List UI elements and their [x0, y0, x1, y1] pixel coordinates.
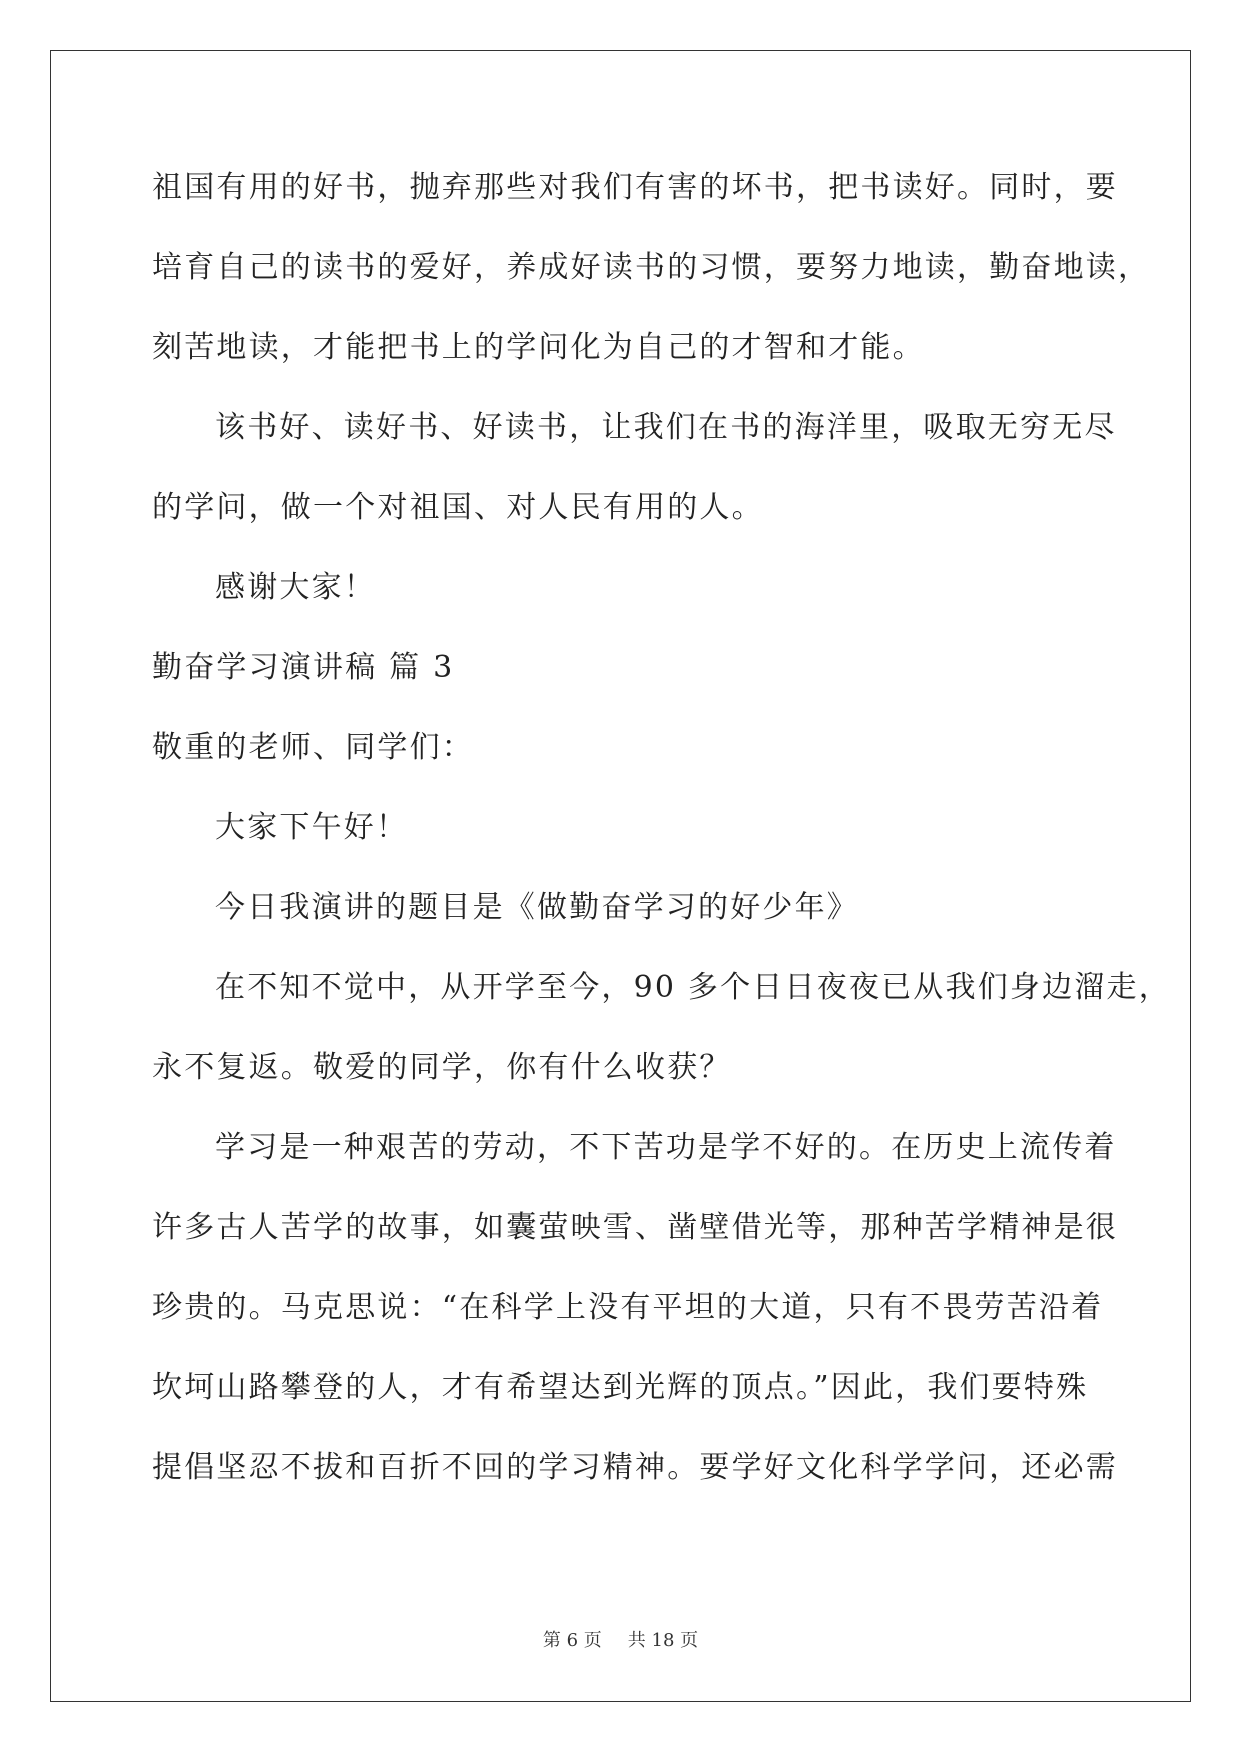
body-line-5: 的学问，做一个对祖国、对人民有用的人。: [152, 490, 764, 525]
thanks-line: 感谢大家！: [215, 570, 376, 605]
page-number: 第 6 页: [542, 1630, 602, 1651]
body-line-3: 刻苦地读，才能把书上的学问化为自己的才智和才能。: [152, 330, 925, 365]
paragraph-start-line: 在不知不觉中，从开学至今，90 多个日日夜夜已从我们身边溜走，: [215, 970, 1171, 1005]
body-line-17: 提倡坚忍不拔和百折不回的学习精神。要学好文化科学学问，还必需: [152, 1450, 1118, 1485]
page-footer: [0, 1629, 1241, 1653]
body-line-16: 坎坷山路攀登的人，才有希望达到光辉的顶点。”因此，我们要特殊: [152, 1370, 1089, 1405]
body-line-1: 祖国有用的好书，抛弃那些对我们有害的坏书，把书读好。同时，要: [152, 170, 1118, 205]
section-heading: 勤奋学习演讲稿 篇 3: [152, 650, 455, 685]
body-line-15: 珍贵的。马克思说：“在科学上没有平坦的大道，只有不畏劳苦沿着: [152, 1290, 1104, 1325]
body-line-14: 许多古人苦学的故事，如囊萤映雪、凿壁借光等，那种苦学精神是很: [152, 1210, 1118, 1245]
body-line-12: 永不复返。敬爱的同学，你有什么收获？: [152, 1050, 732, 1085]
speech-title-line: 今日我演讲的题目是《做勤奋学习的好少年》: [215, 890, 859, 925]
paragraph-start-line: 学习是一种艰苦的劳动，不下苦功是学不好的。在历史上流传着: [215, 1130, 1117, 1165]
greeting-line: 大家下午好！: [215, 810, 409, 845]
body-line-2: 培育自己的读书的爱好，养成好读书的习惯，要努力地读，勤奋地读，: [152, 250, 1151, 285]
paragraph-start-line: 该书好、读好书、好读书，让我们在书的海洋里，吸取无穷无尽: [215, 410, 1117, 445]
page-total: 共 18 页: [627, 1630, 699, 1651]
salutation-line: 敬重的老师、同学们：: [152, 730, 474, 765]
